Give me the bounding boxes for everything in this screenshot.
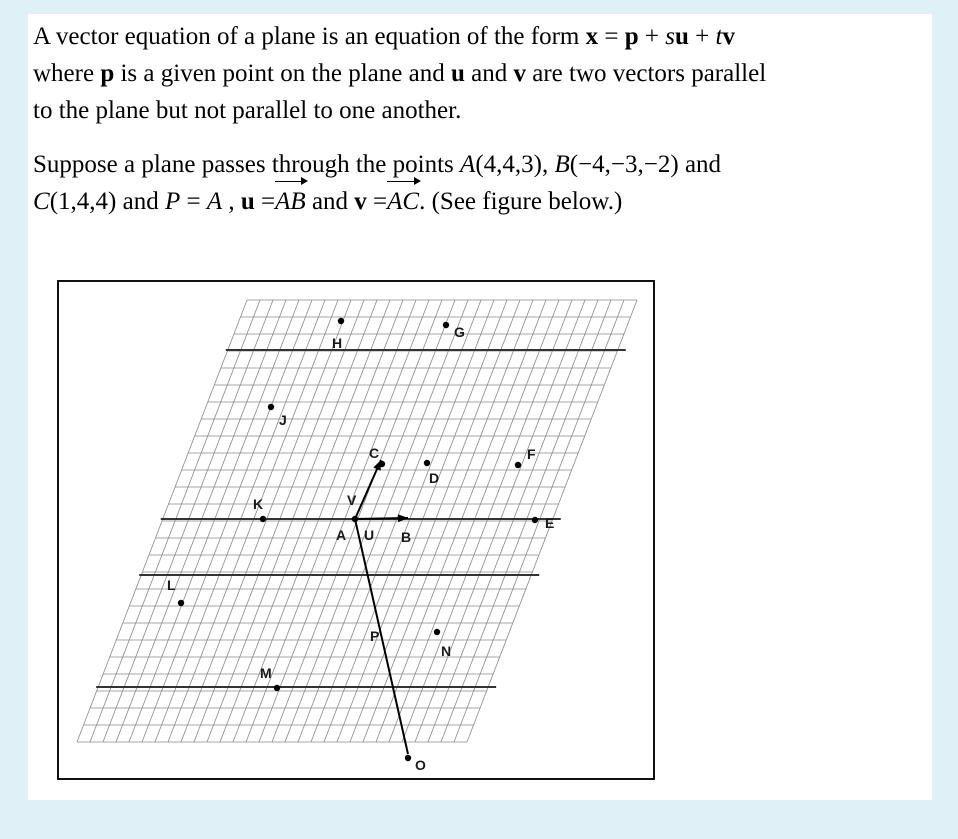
point-C-label: C	[369, 445, 380, 461]
definition-text: and	[464, 60, 514, 87]
point-J-dot	[268, 404, 274, 410]
content-card	[28, 14, 932, 800]
definition-text: A vector equation of a plane is an equation of the form	[33, 23, 586, 50]
plane-figure	[57, 280, 655, 780]
point-E-dot	[532, 517, 538, 523]
point-C-coords: (1,4,4)	[49, 188, 117, 215]
vector-u: u	[674, 23, 689, 50]
point-U-label: U	[364, 527, 375, 543]
vector-v: v	[722, 23, 735, 50]
equals-sign: =	[180, 188, 207, 215]
point-P-name: P	[164, 188, 181, 215]
point-F-dot	[515, 462, 521, 468]
point-H-dot	[338, 318, 344, 324]
point-C-dot	[379, 461, 385, 467]
point-L-dot	[178, 600, 184, 606]
point-L-label: L	[167, 577, 176, 593]
problem-text: and	[678, 151, 722, 178]
point-V-label: V	[347, 492, 357, 508]
point-A-dot	[352, 516, 358, 522]
point-D-dot	[424, 460, 430, 466]
separator: ,	[222, 188, 241, 215]
point-J-label: J	[279, 412, 287, 428]
problem-paragraph	[33, 146, 928, 220]
definition-text: to the plane but not parallel to one another.	[33, 97, 462, 124]
vector-p: p	[100, 60, 115, 87]
equals-sign: =	[598, 23, 625, 50]
point-K-label: K	[253, 496, 264, 512]
vector-AC-text: AC	[387, 188, 420, 215]
vector-AC	[387, 183, 419, 220]
vector-v: v	[354, 188, 367, 215]
point-M-dot	[274, 685, 280, 691]
line-P-to-O	[355, 519, 408, 754]
point-E-label: E	[545, 515, 555, 531]
point-K-dot	[260, 516, 266, 522]
point-G-dot	[443, 322, 449, 328]
vector-u: u	[240, 188, 255, 215]
point-O-label: O	[415, 757, 426, 773]
point-A-coords: (4,4,3)	[475, 151, 542, 178]
problem-text: Suppose a plane passes through the points	[33, 151, 461, 178]
point-F-label: F	[527, 446, 536, 462]
point-P-label: P	[370, 628, 380, 644]
vector-v-arrow	[355, 460, 381, 519]
point-B-label: B	[401, 529, 412, 545]
point-B-coords: (−4,−3,−2)	[569, 151, 679, 178]
point-M-label: M	[260, 665, 272, 681]
vector-u: u	[450, 60, 465, 87]
definition-text: are two vectors parallel	[525, 60, 767, 87]
problem-text: and	[305, 188, 355, 215]
vector-x: x	[585, 23, 599, 50]
vector-AB-text: AB	[275, 188, 306, 215]
point-A-label: A	[336, 527, 347, 543]
problem-text: and	[116, 188, 165, 215]
problem-text: . (See figure below.)	[419, 188, 623, 215]
point-N-label: N	[441, 643, 452, 659]
equals-sign: =	[254, 188, 276, 215]
point-A-name: A	[460, 151, 476, 178]
point-C-name: C	[33, 188, 50, 215]
point-G-label: G	[454, 324, 465, 340]
point-H-label: H	[332, 335, 343, 351]
point-N-dot	[434, 629, 440, 635]
definition-paragraph	[33, 18, 928, 129]
separator: ,	[541, 151, 555, 178]
point-O-dot	[405, 755, 411, 761]
plus-sign: +	[688, 23, 716, 50]
equals-sign: =	[366, 188, 388, 215]
overarrow-icon	[387, 181, 419, 188]
point-B-name: B	[554, 151, 570, 178]
overarrow-icon	[275, 181, 306, 188]
plus-sign: +	[638, 23, 666, 50]
vector-v: v	[513, 60, 526, 87]
plane-grid-diagram	[59, 282, 653, 778]
definition-text: where	[33, 60, 101, 87]
scalar-s: s	[665, 23, 675, 50]
point-D-label: D	[429, 470, 440, 486]
vector-p: p	[624, 23, 639, 50]
point-A-name: A	[206, 188, 223, 215]
definition-text: is a given point on the plane and	[114, 60, 451, 87]
vector-AB	[275, 183, 306, 220]
scalar-t: t	[715, 23, 723, 50]
